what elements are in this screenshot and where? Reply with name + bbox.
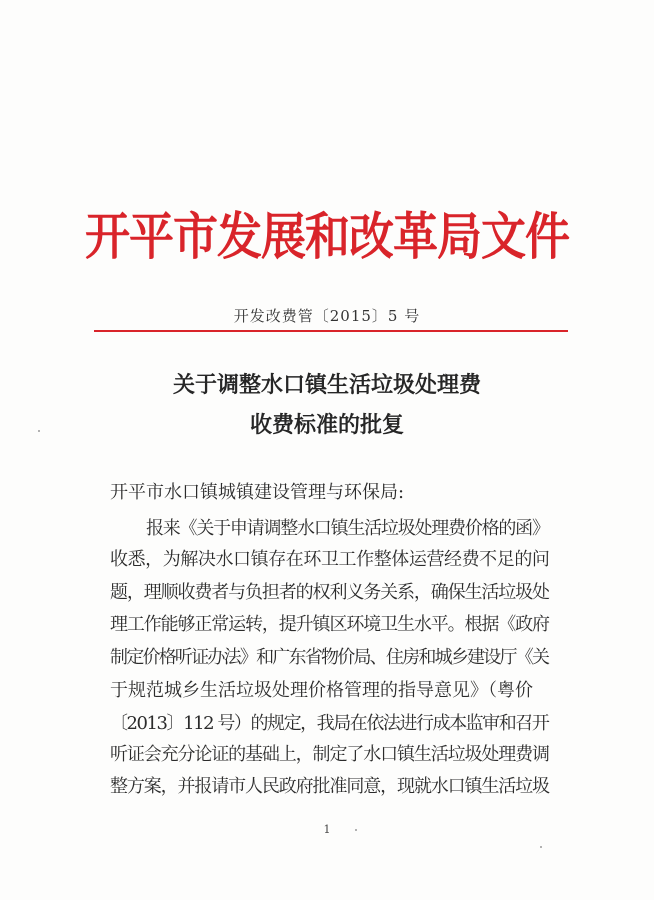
document-title-line-2: 收费标准的批复 — [249, 413, 404, 438]
body-line: 听证会充分论证的基础上，制定了水口镇生活垃圾处理费调 — [110, 744, 549, 765]
scan-speck — [355, 829, 357, 831]
page-number: 1 — [323, 823, 331, 836]
body-line: 整方案，并报请市人民政府批准同意，现就水口镇生活垃圾 — [110, 776, 549, 797]
body-line: 制定价格听证办法》和广东省物价局、住房和城乡建设厅《关 — [110, 647, 549, 668]
body-line: 收悉，为解决水口镇存在环卫工作整体运营经费不足的问 — [110, 549, 550, 570]
body-line: 于规范城乡生活垃圾处理价格管理的指导意见》（粤价 — [110, 680, 533, 701]
body-line: 题，理顺收费者与负担者的权利义务关系，确保生活垃圾处 — [110, 582, 549, 603]
red-divider-line — [94, 330, 568, 332]
body-line: 理工作能够正常运转，提升镇区环境卫生水平。根据《政府 — [110, 614, 549, 635]
document-masthead: 开平市发展和改革局文件 — [84, 207, 569, 267]
document-number: 开发改费管〔2015〕5 号 — [233, 307, 421, 325]
body-line: 〔2013〕112 号）的规定，我局在依法进行成本监审和召开 — [110, 713, 549, 734]
scan-speck — [540, 846, 542, 848]
scan-speck — [38, 430, 40, 432]
document-title-line-1: 关于调整水口镇生活垃圾处理费 — [172, 373, 481, 398]
body-line: 报来《关于申请调整水口镇生活垃圾处理费价格的函》 — [146, 518, 549, 539]
addressee: 开平市水口镇城镇建设管理与环保局: — [110, 482, 405, 503]
